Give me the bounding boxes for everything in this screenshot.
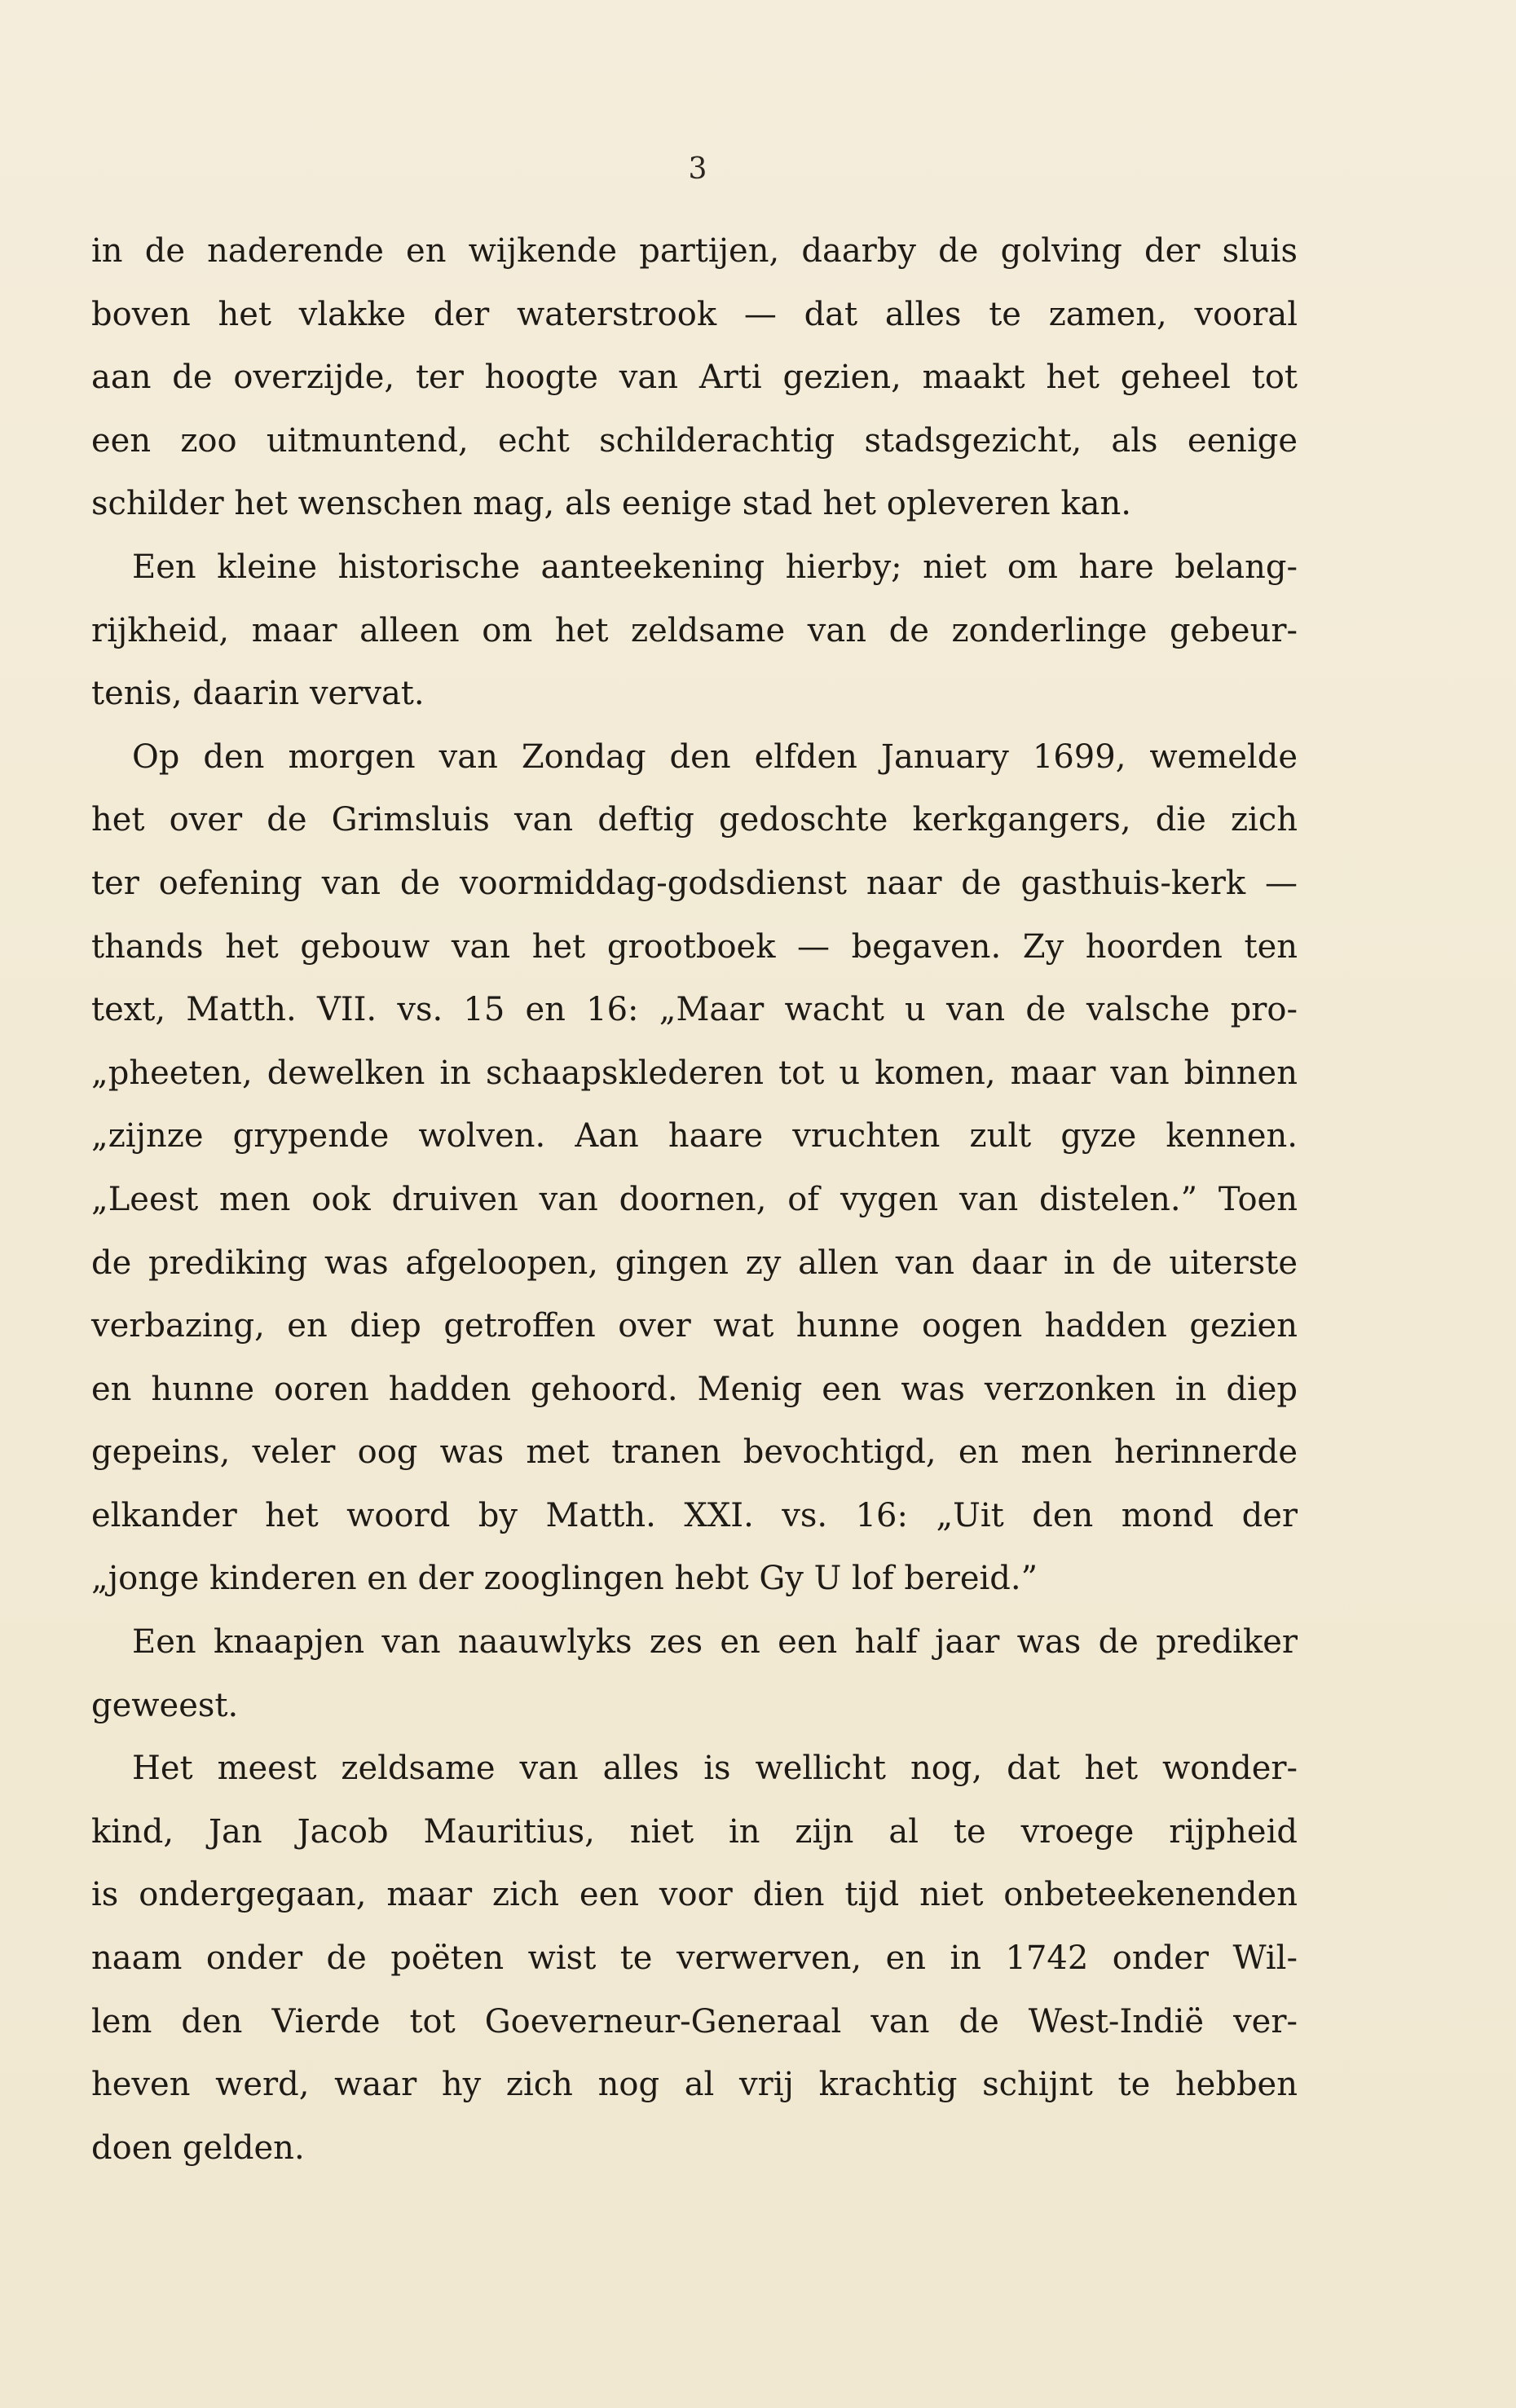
text-line: thands het gebouw van het grootboek — begaven. Zy hoorden ten [91,927,1298,966]
text-line: doen gelden. [91,2128,305,2167]
text-line: „zijnze grypende wolven. Aan haare vruchten zult gyze kennen. [91,1117,1298,1156]
page-number: 3 [688,152,707,186]
text-line: rijkheid, maar alleen om het zeldsame van de zonderlinge gebeur- [91,611,1298,649]
text-line: de prediking was afgeloopen, gingen zy allen van daar in de uiterste [91,1244,1298,1282]
text-line: aan de overzijde, ter hoogte van Arti gezien, maakt het geheel tot [91,359,1298,397]
text-line: in de naderende en wijkende partijen, daarby de golving der sluis [91,232,1298,270]
text-line: kind, Jan Jacob Mauritius, niet in zijn al te vroege rijpheid [91,1812,1298,1851]
text-line: „jonge kinderen en der zooglingen hebt Gy U lof bereid.” [91,1560,1038,1598]
text-line: geweest. [91,1686,239,1724]
text-line: naam onder de poëten wist te verwerven, en in 1742 onder Wil- [91,1939,1298,1978]
text-line: Het meest zeldsame van alles is wellicht nog, dat het wonder- [132,1750,1298,1788]
text-line: ter oefening van de voormiddag-godsdienst naar de gasthuis-kerk — [91,864,1298,902]
text-line: lem den Vierde tot Goeverneur-Generaal van de West-Indië ver- [91,2002,1298,2040]
text-line: text, Matth. VII. vs. 15 en 16: „Maar wacht u van de valsche pro- [91,991,1298,1029]
text-line: heven werd, waar hy zich nog al vrij krachtig schijnt te hebben [91,2066,1298,2104]
text-line: boven het vlakke der waterstrook — dat alles te zamen, vooral [91,295,1298,333]
text-line: een zoo uitmuntend, echt schilderachtig stadsgezicht, als eenige [91,421,1298,460]
body-text [91,220,1298,2180]
text-line: tenis, daarin vervat. [91,675,425,713]
text-line: gepeins, veler oog was met tranen bevochtigd, en men herinnerde [91,1433,1298,1472]
text-line: elkander het woord by Matth. XXI. vs. 16: „Uit den mond der [91,1496,1298,1534]
text-line: Een knaapjen van naauwlyks zes en een half jaar was de prediker [132,1623,1298,1662]
text-line: is ondergegaan, maar zich een voor dien tijd niet onbeteekenenden [91,1876,1298,1914]
text-line: Op den morgen van Zondag den elfden January 1699, wemelde [132,737,1298,776]
text-line: verbazing, en diep getroffen over wat hunne oogen hadden gezien [91,1307,1298,1345]
text-line: Een kleine historische aanteekening hierby; niet om hare belang- [132,548,1298,586]
text-line: „Leest men ook druiven van doornen, of vygen van distelen.” Toen [91,1180,1298,1218]
text-line: schilder het wenschen mag, als eenige stad het opleveren kan. [91,485,1131,523]
text-line: het over de Grimsluis van deftig gedoschte kerkgangers, die zich [91,801,1298,839]
text-line: „pheeten, dewelken in schaapsklederen tot u komen, maar van binnen [91,1054,1298,1092]
text-line: en hunne ooren hadden gehoord. Menig een was verzonken in diep [91,1370,1298,1408]
